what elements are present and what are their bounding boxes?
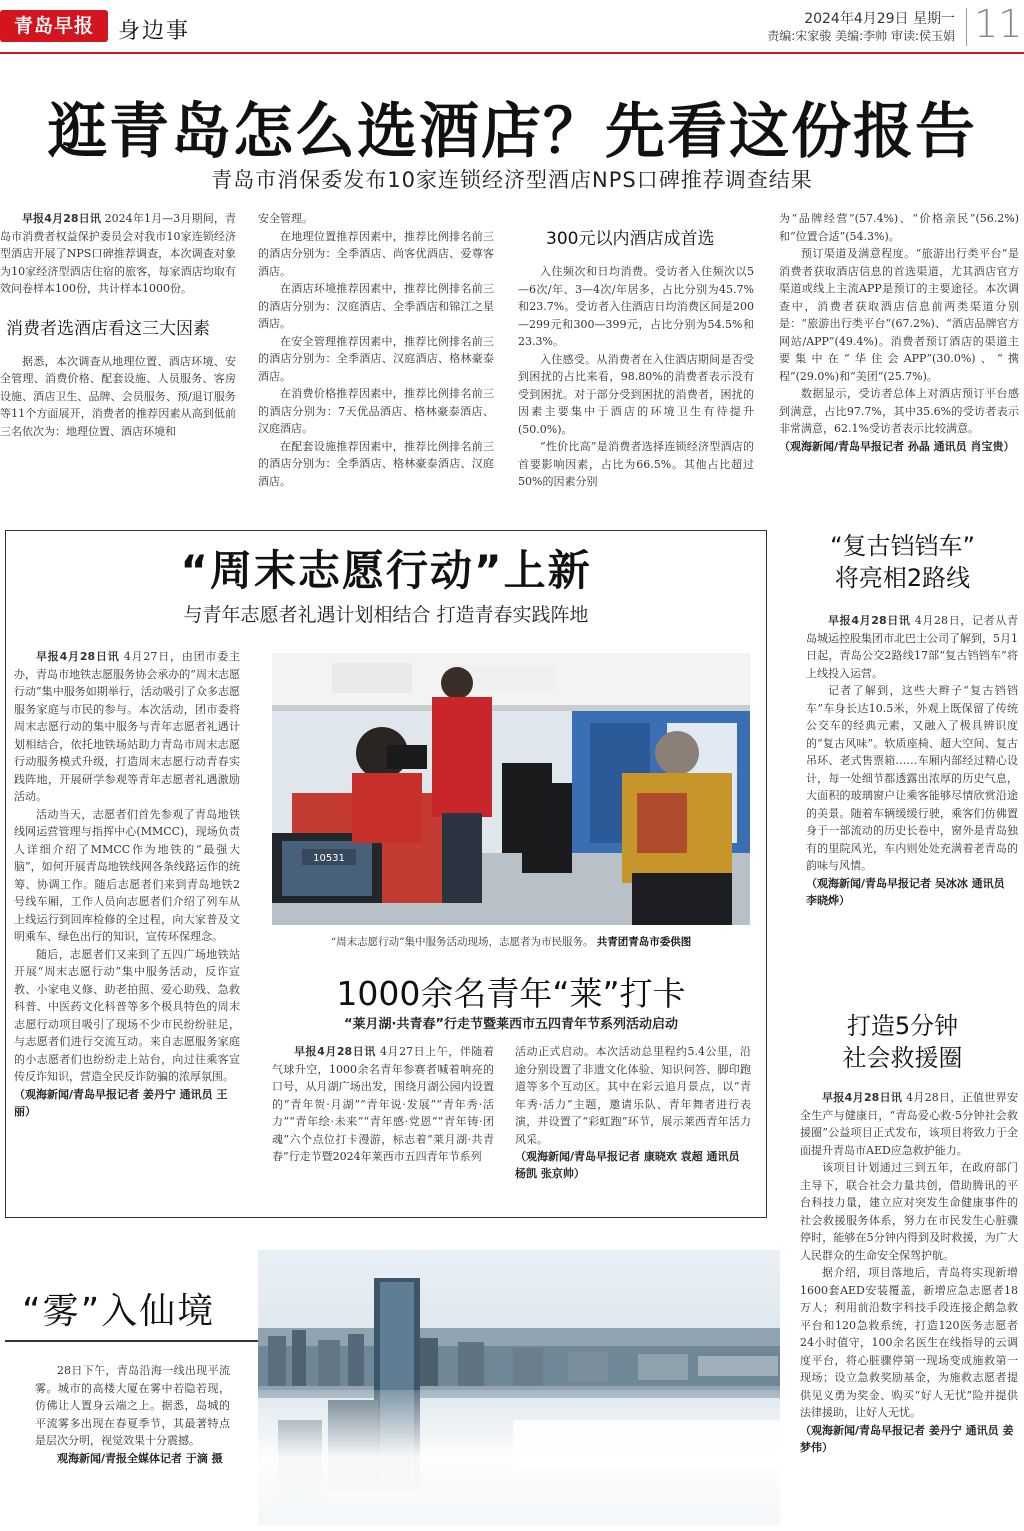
section-heading: 300元以内酒店成首选 <box>546 229 715 249</box>
paragraph: 为“品牌经营”(57.4%)、“价格亲民”(56.2%)和“位置合适”(54.3%)。 <box>779 212 1019 243</box>
bus-headline <box>785 530 1020 594</box>
paragraph: 4月28日，记者从青岛城运控股集团市北巴士公司了解到，5月1日起，青岛公交2路线17部“复古铛铛车”将上线投入运营。 <box>806 614 1018 680</box>
paragraph: 在消费价格推荐因素中，推荐比例排名前三的酒店分别为：7天优品酒店、格林豪泰酒店、汉庭酒店。 <box>258 387 494 435</box>
paragraph: 随后，志愿者们又来到了五四广场地铁站开展“周末志愿行动”集中服务活动，反诈宣教、小家电义修、助老拍照、爱心助残、急救科普、中医药文化科普等多个极具特色的周末志愿行动项目吸引了现场不少市民纷纷驻足，与志愿者们进行交流互动。来自志愿服务家庭的小志愿者们也纷纷走上站台，向过往乘客宣传反诈知识，营造全民反诈防骗的浓厚氛围。 <box>14 947 240 1083</box>
paragraph: 活动正式启动。本次活动总里程约5.4公里，沿途分别设置了非遗文化体验、知识问答、脚印跑道等多个互动区。其中在彩云追月景点，以“青年秀·活力”主题，邀请乐队、青年舞者进行表演，并设置了“彩虹跑”环节，展示莱西青年活力风采。 <box>515 1045 751 1146</box>
byline: （观海新闻/青岛早报记者 姜丹宁 通讯员 王丽） <box>14 1087 228 1118</box>
lead-column-2 <box>258 210 494 490</box>
photo-badge: 10531 <box>313 853 345 864</box>
paragraph: “性价比高”是消费者选择连锁经济型酒店的首要影响因素，占比为66.5%。其他占比超过50%的因素分别 <box>518 440 754 488</box>
laiyang-column-2 <box>515 1043 751 1182</box>
section-heading: 消费者选酒店看这三大因素 <box>6 318 210 339</box>
fog-body <box>35 1362 230 1467</box>
laiyang-headline: 1000余名青年“莱”打卡 <box>336 974 686 1013</box>
aed-body <box>800 1089 1018 1456</box>
byline: 观海新闻/青报全媒体记者 于滴 摄 <box>57 1451 223 1465</box>
dateline: 早报4月28日讯 <box>828 614 911 627</box>
byline: （观海新闻/青岛早报记者 康晓欢 袁超 通讯员 杨凯 张京帅） <box>515 1150 740 1180</box>
paragraph: 记者了解到，这些大辫子“复古铛铛车”车身长达10.5米，外观上既保留了传统公交车的经典元素，又融入了极具辨识度的“复古风味”。软质座椅、超大空间、复古吊环、老式售票箱……车厢内部经过精心设计，每一处细节都透露出浓厚的历史气息，大面积的玻璃窗户让乘客能够尽情欣赏沿途的美景。随着车辆缓缓行驶，乘客们仿佛置身于一部流动的历史长卷中，窗外是青岛独有的里院风光，车内则处处充满着老青岛的韵味与风情。 <box>806 684 1018 872</box>
fog-rule <box>5 1340 258 1342</box>
paragraph: 4月27日上午，伴随着气球升空，1000余名青年参赛者喊着响亮的口号，从月湖广场出发，围绕月湖公园内设置的“青年贺·月湖”“青年说·发展”“青年秀·活力”“青年绘·未来”“青年感·党恩”“青年铸·团魂”六个点位打卡漫游，标志着“莱月湖·共青春”行走节暨2024年莱西市五四青年节系列 <box>272 1045 494 1163</box>
byline: （观海新闻/青岛早报记者 姜丹宁 通讯员 姜梦伟） <box>800 1423 1014 1454</box>
masthead-rule <box>0 52 1024 54</box>
bus-headline-line-2: 将亮相2路线 <box>834 564 971 592</box>
aed-headline <box>785 1010 1020 1074</box>
dateline: 早报4月28日讯 <box>294 1045 376 1058</box>
paragraph: 在酒店环境推荐因素中，推荐比例排名前三的酒店分别为：汉庭酒店、全季酒店和锦江之星酒店。 <box>258 282 494 330</box>
volunteer-photo-illustration <box>272 653 750 925</box>
paragraph: 数据显示，受访者总体上对酒店预订平台感到满意，占比97.7%，其中35.6%的受访者表示非常满意，62.1%受访者表示比较满意。 <box>779 387 1019 435</box>
caption-credit: 共青团青岛市委供图 <box>596 936 692 948</box>
bus-body <box>806 612 1018 909</box>
newspaper-logo: 青岛早报 <box>0 10 108 42</box>
volunteer-photo <box>272 653 750 925</box>
laiyang-subhead: “莱月湖·共青春”行走节暨莱西市五四青年节系列活动启动 <box>343 1017 679 1032</box>
paragraph: 4月28日，正值世界安全生产与健康日，“青岛爱心救·5分钟社会救援圈”公益项目正式发布，该项目将致力于全面提升青岛市AED应急救护能力。 <box>800 1091 1019 1157</box>
dateline: 早报4月28日讯 <box>36 650 120 663</box>
paragraph: 在地理位置推荐因素中，推荐比例排名前三的酒店分别为：全季酒店、尚客优酒店、爱尊客酒店。 <box>258 229 494 278</box>
paragraph: 入住频次和日均消费。受访者入住频次以5—6次/年、3—4次/年居多，占比分别为45.7%和23.7%。受访者入住酒店日均消费区间是200—299元和300—399元，占比分别为54.5%和23.3%。 <box>518 265 754 348</box>
paragraph: 安全管理。 <box>258 212 313 225</box>
editors-line: 责编:宋家骏 美编:李帅 审读:侯玉娟 <box>767 29 955 43</box>
paragraph: 在配套设施推荐因素中，推荐比例排名前三的酒店分别为：全季酒店、格林豪泰酒店、汉庭酒店。 <box>258 439 494 488</box>
paragraph: 预订渠道及满意程度。“旅游出行类平台”是消费者获取酒店信息的首选渠道，尤其酒店官方渠道或线上主流APP是预订的主要途径。本次调查中，消费者获取酒店信息前两类渠道分别是：“旅游出行类平台”(67.2%)、“酒店品牌官方网站/APP”(49.4%)。消费者预订酒店的渠道主要集中在“华住会APP”(30.0%)、“携程”(29.0%)和“美团”(25.7%)。 <box>779 247 1019 383</box>
lead-headline: 逛青岛怎么选酒店？先看这份报告 <box>47 97 977 167</box>
fog-photo-illustration <box>258 1250 780 1525</box>
bus-headline-line-1: “复古铛铛车” <box>830 532 975 560</box>
masthead-divider <box>966 8 967 46</box>
paragraph: 据悉，本次调查从地理位置、酒店环境、安全管理、消费价格、配套设施、人员服务、客房设施、酒店卫生、品牌、会员服务、预/退订服务等11个方面展开，消费者的推荐因素从高到低前三名依次为：地理位置、酒店环境和 <box>0 354 236 438</box>
paragraph: 活动当天，志愿者们首先参观了青岛地铁线网运营管理与指挥中心(MMCC)，现场负责人详细介绍了MMCC作为地铁的“最强大脑”，如何开展青岛地铁线网各条线路运作的统筹、协调工作。随后志愿者们来到青岛地铁2号线车厢，工作人员向志愿者们介绍了列车从上线运行到回库检修的全过程，向大家普及文明乘车、绿色出行的知识，宣传环保理念。 <box>14 807 240 943</box>
laiyang-column-1 <box>272 1043 494 1166</box>
fog-headline: “雾”入仙境 <box>22 1291 216 1332</box>
volunteer-headline: “周末志愿行动”上新 <box>180 546 592 595</box>
byline: （观海新闻/青岛早报记者 吴冰冰 通讯员 李晓烨） <box>806 876 1005 907</box>
lead-subhead: 青岛市消保委发布10家连锁经济型酒店NPS口碑推荐调查结果 <box>211 168 813 192</box>
paragraph: 据介绍，项目落地后，青岛将实现新增1600套AED安装覆盖，新增应急志愿者18万人；利用前沿数字科技手段连接企鹅急救平台和120急救系统，打造120医务志愿者24小时值守，100余名医生在线指导的云调度平台，将心脏骤停第一现场变成施救第一现场；设立急救奖励基金，为施救志愿者提供见义勇为奖金、购买“好人无忧”险并提供法律援助，让好人无忧。 <box>800 1266 1018 1419</box>
lead-column-4 <box>779 210 1019 455</box>
dateline: 早报4月28日讯 <box>22 212 102 225</box>
paragraph: 入住感受。从消费者在入住酒店期间是否受到困扰的占比来看，98.80%的消费者表示没有受到困扰。对于部分受到困扰的消费者，困扰的因素主要集中于酒店的环境卫生有待提升(50.0%)。 <box>518 352 754 436</box>
aed-headline-line-2: 社会救援圈 <box>842 1044 963 1072</box>
aed-headline-line-1: 打造5分钟 <box>846 1012 959 1040</box>
paragraph: 4月27日，由团市委主办，青岛市地铁志愿服务协会承办的“周末志愿行动”集中服务如期举行，活动吸引了众多志愿服务家庭与市民的参与。本次活动，团市委将周末志愿行动的集中服务与青年志愿者礼遇计划相结合，依托地铁场站助力青岛市周末志愿行动服务模式升级，打造周末志愿行动青春实践阵地，开展研学参观等青年志愿者礼遇激励活动。 <box>14 650 241 803</box>
lead-column-1 <box>0 210 236 440</box>
caption-text: “周末志愿行动”集中服务活动现场，志愿者为市民服务。 <box>330 936 594 948</box>
fog-photo <box>258 1250 780 1525</box>
volunteer-subhead: 与青年志愿者礼遇计划相结合 打造青春实践阵地 <box>183 604 589 626</box>
page-number: 11 <box>974 2 1023 46</box>
volunteer-body <box>14 648 240 1120</box>
lead-column-3 <box>518 224 754 491</box>
byline: （观海新闻/青岛早报记者 孙晶 通讯员 肖宝贵） <box>779 439 1015 453</box>
photo-caption <box>272 934 750 949</box>
issue-date: 2024年4月29日 星期一 <box>804 11 955 27</box>
paragraph: 该项目计划通过三到五年，在政府部门主导下，联合社会力量共创，借助腾讯的平台科技力量，建立应对突发生命健康事件的社会救援服务体系，努力在市民发生心脏骤停时，能够在5分钟内得到及时救援，为广大人民群众的生命安全保驾护航。 <box>800 1161 1018 1262</box>
paragraph: 28日下午，青岛沿海一线出现平流雾。城市的高楼大厦在雾中若隐若现，仿佛让人置身云端之上。据悉，岛城的平流雾多出现在春夏季节，其最著特点是层次分明，视觉效果十分震撼。 <box>35 1364 230 1447</box>
paragraph: 在安全管理推荐因素中，推荐比例排名前三的酒店分别为：全季酒店、汉庭酒店、格林豪泰酒店。 <box>258 334 494 383</box>
dateline: 早报4月28日讯 <box>822 1091 903 1104</box>
section-name: 身边事 <box>118 19 191 44</box>
paragraph: 2024年1月—3月期间，青岛市消费者权益保护委员会对我市10家连锁经济型酒店开展了NPS口碑推荐调查，本次调查对象为10家经济型酒店住宿的旅客，每家酒店均取有效问卷样本100份，共计样本1000份。 <box>0 212 237 295</box>
